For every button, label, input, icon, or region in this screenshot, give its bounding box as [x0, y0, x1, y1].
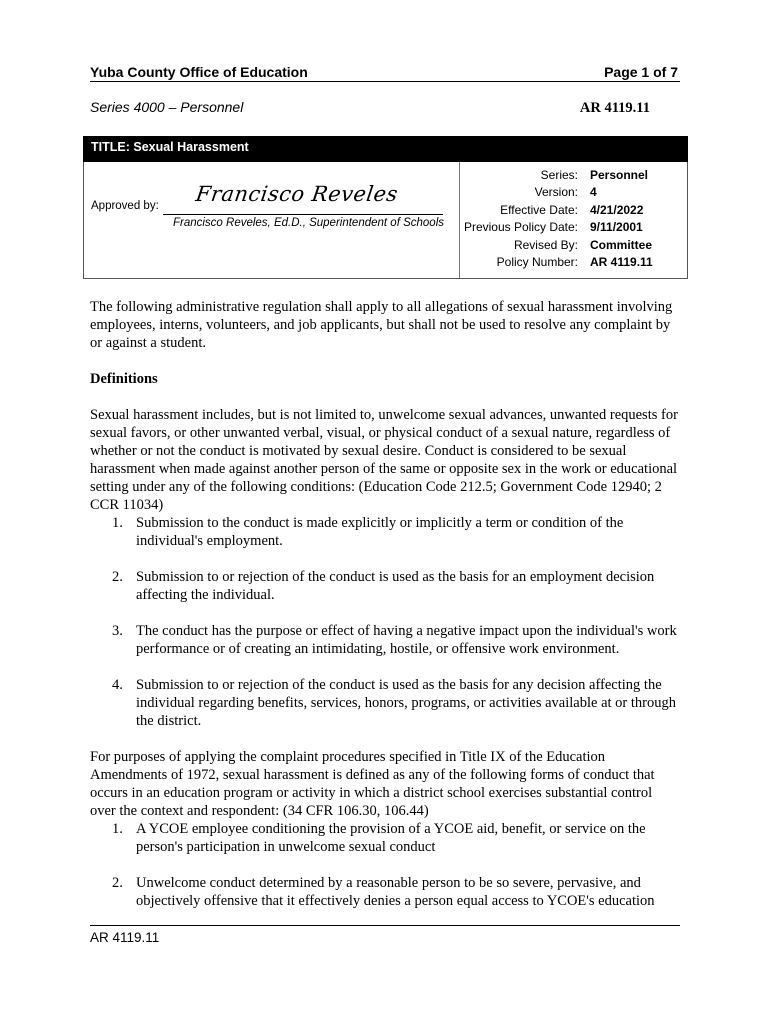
series-row	[90, 99, 650, 117]
meta-value: AR 4119.11	[590, 255, 653, 270]
title-ix-paragraph: For purposes of applying the complaint procedures specified in Title IX of the Education Amendments of 1972, sexual harassment is defined as any of the following forms of conduct that occurs in an education program or activity in which a district school exercises substantial control over the context and respondent: (34 CFR 106.30, 106.44)	[90, 749, 655, 819]
list-text: The conduct has the purpose or effect of having a negative impact upon the individual's work performance or of creating an intimidating, hostile, or offensive work environment.	[136, 623, 677, 657]
list-number: 1.	[112, 515, 123, 531]
definition-paragraph: Sexual harassment includes, but is not limited to, unwelcome sexual advances, unwanted requests for sexual favors, or other unwanted verbal, visual, or physical conduct of a sexual nature, regardless of whether or not the conduct is motivated by sexual desire. Conduct is considered to be sexual harassment when made against another person of the same or opposite sex in the work or educational setting under any of the following conditions: (Education Code 212.5; Government Code 12940; 2 CCR 11034)	[90, 407, 678, 513]
conditions-list	[90, 514, 680, 730]
meta-label: Revised By:	[513, 237, 578, 252]
meta-row-previous-date	[460, 219, 689, 237]
list-item	[90, 514, 680, 550]
meta-value: Committee	[590, 237, 653, 252]
approved-by-label: Approved by:	[91, 200, 159, 212]
page-footer: AR 4119.11	[90, 930, 160, 945]
list-item	[90, 820, 680, 856]
list-item	[90, 676, 680, 730]
list-text: Submission to or rejection of the conduct is used as the basis for an employment decision affecting the individual.	[136, 569, 655, 603]
organization-name: Yuba County Office of Education	[90, 64, 308, 80]
series-label: Series 4000 – Personnel	[90, 99, 244, 115]
meta-value: Personnel	[590, 167, 649, 182]
approver-name: Francisco Reveles, Ed.D., Superintendent of Schools	[172, 217, 444, 229]
list-item	[90, 874, 680, 910]
signature-line	[163, 214, 443, 215]
signature: Francisco Reveles	[194, 182, 400, 206]
title-ix-list	[90, 820, 680, 910]
list-number: 4.	[112, 677, 123, 693]
meta-label: Policy Number:	[496, 255, 578, 270]
list-item	[90, 622, 680, 658]
list-text: Submission to or rejection of the conduct is used as the basis for any decision affecting the individual regarding benefits, services, honors, programs, or activities available at or through the district.	[136, 677, 676, 729]
meta-label: Previous Policy Date:	[463, 220, 578, 235]
meta-value: 4/21/2022	[590, 202, 644, 217]
list-text: Submission to the conduct is made explicitly or implicitly a term or condition of the individual's employment.	[136, 515, 624, 549]
meta-row-series	[460, 166, 689, 184]
document-body	[90, 298, 680, 910]
meta-row-version	[460, 184, 689, 202]
approval-info-box	[83, 162, 688, 279]
list-number: 1.	[112, 821, 123, 837]
regulation-code: AR 4119.11	[579, 100, 650, 116]
meta-label: Effective Date:	[500, 202, 578, 217]
meta-value: 4	[590, 185, 597, 200]
page-header	[90, 64, 680, 82]
list-text: Unwelcome conduct determined by a reasonable person to be so severe, pervasive, and objectively offensive that it effectively denies a person equal access to YCOE's education	[136, 875, 655, 909]
list-item	[90, 568, 680, 604]
meta-row-policy-number	[460, 254, 689, 272]
footer-divider	[90, 925, 680, 926]
meta-value: 9/11/2001	[590, 220, 643, 235]
list-text: A YCOE employee conditioning the provision of a YCOE aid, benefit, or service on the person's participation in unwelcome sexual conduct	[136, 821, 646, 855]
policy-metadata	[460, 166, 689, 271]
page-number: Page 1 of 7	[604, 64, 678, 80]
meta-row-effective-date	[460, 201, 689, 219]
title-bar: TITLE: Sexual Harassment	[83, 136, 688, 162]
list-number: 2.	[112, 875, 123, 891]
meta-label: Version:	[534, 185, 578, 200]
meta-row-revised-by	[460, 236, 689, 254]
list-number: 2.	[112, 569, 123, 585]
list-number: 3.	[112, 623, 123, 639]
meta-label: Series:	[540, 167, 578, 182]
definitions-heading: Definitions	[90, 371, 158, 387]
intro-paragraph: The following administrative regulation shall apply to all allegations of sexual harassment involving employees, interns, volunteers, and job applicants, but shall not be used to resolve any complaint by or against a student.	[90, 299, 673, 351]
